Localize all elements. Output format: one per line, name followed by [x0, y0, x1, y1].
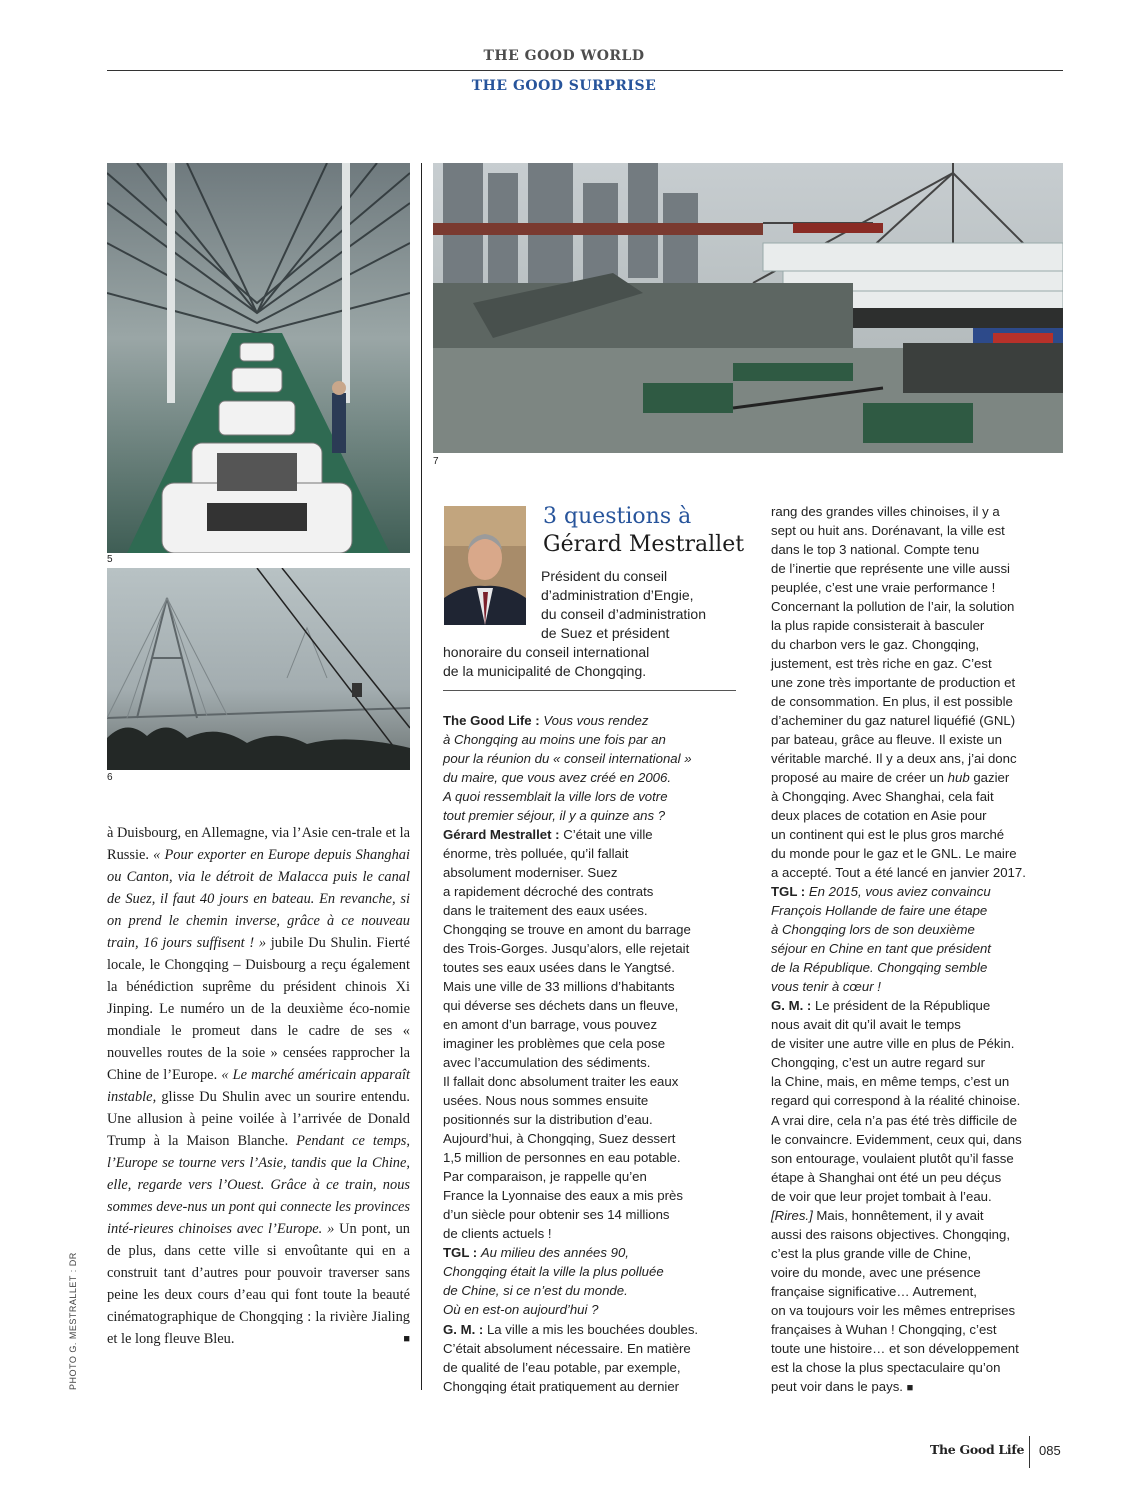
interview-line	[443, 844, 743, 863]
interview-text: des Trois-Gorges. Jusqu’alors, elle rejetait	[443, 941, 690, 957]
subsection-title: THE GOOD SURPRISE	[471, 78, 657, 94]
interview-text: c’est la plus grande ville de Chine,	[771, 1245, 972, 1261]
interview-line	[443, 901, 743, 920]
interview-text: En 2015, vous aviez convaincu	[808, 884, 991, 900]
interview-text: de la République. Chongqing semble	[771, 960, 988, 976]
interview-text: Concernant la pollution de l’air, la solution	[771, 599, 1015, 615]
interview-line	[771, 597, 1071, 616]
interview-line	[443, 768, 743, 787]
interview-text: hub	[947, 770, 970, 786]
interview-text: d’un siècle pour obtenir ses 14 millions	[443, 1207, 670, 1223]
interview-line	[771, 1168, 1071, 1187]
interview-text: 1,5 million de personnes en eau potable.	[443, 1150, 681, 1166]
interview-line	[771, 1358, 1071, 1377]
interview-line	[771, 1301, 1071, 1320]
interview-text: C’était absolument nécessaire. En matière	[443, 1340, 691, 1356]
interview-line	[443, 1205, 743, 1224]
interview-text: regard qui correspond à la réalité chinoise.	[771, 1093, 1021, 1109]
interview-line	[771, 1263, 1071, 1282]
interview-text: La ville a mis les bouchées doubles.	[486, 1321, 699, 1337]
bio-line: honoraire du conseil international	[443, 644, 650, 660]
interview-line	[771, 996, 1071, 1015]
interview-line	[443, 977, 743, 996]
interview-text: toutes ses eaux usées dans le Yangtsé.	[443, 960, 675, 976]
photo-caption-6: 6	[107, 772, 113, 783]
interview-text: séjour en Chine en tant que président	[771, 941, 991, 957]
interview-text: vous tenir à cœur !	[771, 979, 881, 995]
interview-line	[771, 635, 1071, 654]
article-text: à Duisbourg, en Allemagne, via l’Asie cen-trale et la Russie.	[107, 825, 410, 863]
interview-divider	[443, 690, 736, 691]
bio-line: de la municipalité de Chongqing.	[443, 663, 647, 679]
interview-line	[443, 920, 743, 939]
interview-line	[771, 540, 1071, 559]
bio-line: du conseil d’administration	[541, 606, 706, 622]
interview-line	[771, 1130, 1071, 1149]
interview-text: tout premier séjour, il y a quinze ans ?	[443, 808, 666, 824]
article-text: Un pont, un de plus, dans cette ville si envoûtante qui en a construit tant d’autres pour pouvoir traverser sans peine les deux cours d’eau qui font toute la beauté cinématographique de Chongqing : la rivière Jialing et le long fleuve Bleu.	[107, 1221, 410, 1347]
interview-text: A vrai dire, cela n’a pas été très difficile de	[771, 1112, 1018, 1128]
article-text: « Le marché américain apparaît instable,	[107, 1067, 410, 1105]
interview-line	[771, 920, 1071, 939]
interview-column-right	[771, 502, 1071, 1398]
photo-foggy-bridge	[107, 568, 410, 770]
interview-text: François Hollande de faire une étape	[771, 903, 988, 919]
interview-line	[443, 1129, 743, 1148]
interview-line	[443, 1262, 743, 1281]
interview-text: nous avait dit qu’il avait le temps	[771, 1017, 961, 1033]
interview-line	[443, 958, 743, 977]
interview-text: du charbon vers le gaz. Chongqing,	[771, 637, 980, 653]
interview-line	[443, 1091, 743, 1110]
interview-line	[771, 844, 1071, 863]
interview-line	[771, 901, 1071, 920]
interview-title-line1: 3 questions à	[543, 504, 692, 529]
interview-text: Vous vous rendez	[543, 713, 649, 728]
interview-text: de visiter une autre ville en plus de Pékin.	[771, 1036, 1015, 1052]
interview-line	[771, 711, 1071, 730]
speaker-label: G. M. :	[443, 1321, 487, 1337]
speaker-label: Gérard Mestrallet :	[443, 827, 564, 843]
end-mark: ■	[403, 1333, 410, 1345]
interview-text: proposé au maire de créer un	[771, 770, 948, 786]
photo-river-port	[433, 163, 1063, 453]
interview-text: on va toujours voir les mêmes entreprises	[771, 1302, 1016, 1318]
footer-divider	[1029, 1436, 1030, 1468]
interview-text: à Chongqing lors de son deuxième	[771, 922, 975, 938]
interview-line	[443, 1377, 743, 1396]
interview-line	[771, 1282, 1071, 1301]
article-text: « Pour exporter en Europe depuis Shanghai ou Canton, via le détroit de Malacca puis le canal de Suez, il faut 40 jours en bateau. En revanche, si on prend le chemin inverse, grâce à ce nouveau train, 16 jours suffisent ! »	[107, 847, 411, 951]
photo-car-assembly-line	[107, 163, 410, 553]
interview-line	[443, 749, 743, 768]
article-column	[107, 822, 410, 1350]
interview-text: A quoi ressemblait la ville lors de votre	[443, 789, 668, 805]
interview-text: avec l’accumulation des sédiments.	[443, 1055, 651, 1071]
interview-text: de l’inertie que représente une ville aussi	[771, 561, 1010, 577]
interview-line	[771, 1015, 1071, 1034]
interview-text: françaises à Wuhan ! Chongqing, c’est	[771, 1321, 997, 1337]
interview-line	[771, 939, 1071, 958]
article-text: glisse Du Shulin avec un sourire entendu. Une allusion à peine voilée à l’arrivée de Donald Trump à la Maison Blanche.	[107, 1089, 410, 1149]
interview-text: deux places de cotation en Asie pour	[771, 808, 987, 824]
interview-line	[771, 825, 1071, 844]
interview-text: de clients actuels !	[443, 1226, 552, 1242]
interview-line	[771, 673, 1071, 692]
interview-line	[771, 863, 1071, 882]
interview-text: véritable marché. Il y a deux ans, j’ai donc	[771, 751, 1017, 767]
interview-text: Au milieu des années 90,	[480, 1245, 629, 1261]
interview-line	[771, 749, 1071, 768]
interview-text: dans le top 3 national. Compte tenu	[771, 542, 980, 558]
interview-line	[771, 1111, 1071, 1130]
interview-title-line2: Gérard Mestrallet	[543, 532, 745, 557]
interview-line	[443, 1339, 743, 1358]
interview-line	[771, 977, 1071, 996]
interview-line	[443, 1281, 743, 1300]
interview-line	[443, 1186, 743, 1205]
interview-text: énorme, très polluée, qu’il fallait	[443, 846, 629, 862]
interview-line	[443, 1243, 743, 1262]
interview-line	[443, 1320, 743, 1339]
interview-text: son entourage, voulaient plutôt qu’il fasse	[771, 1150, 1014, 1166]
interview-text: de Chine, si ce n’est du monde.	[443, 1283, 628, 1299]
interview-text: positionnés sur la distribution d’eau.	[443, 1112, 653, 1128]
interview-line	[443, 939, 743, 958]
interview-line	[771, 1244, 1071, 1263]
speaker-label: G. M. :	[771, 998, 815, 1014]
interview-text: de voir que leur projet tombait à l’eau.	[771, 1188, 992, 1204]
interview-text: [Rires.]	[771, 1207, 813, 1223]
interview-text: la plus rapide consisterait à basculer	[771, 618, 985, 634]
interview-text: en amont d’un barrage, vous pouvez	[443, 1017, 658, 1033]
interview-text: dans le traitement des eaux usées.	[443, 903, 648, 919]
interview-text: Où en est-on aujourd’hui ?	[443, 1302, 599, 1318]
interview-line	[771, 1053, 1071, 1072]
interview-text: peut voir dans le pays.	[771, 1378, 907, 1394]
interview-line	[771, 1072, 1071, 1091]
interview-line	[443, 825, 743, 844]
interview-text: est la chose la plus spectaculaire qu’on	[771, 1359, 1001, 1375]
interview-bio	[443, 567, 743, 681]
interview-line	[771, 654, 1071, 673]
interview-line	[443, 1300, 743, 1319]
interview-text: Chongqing, c’est un autre regard sur	[771, 1055, 986, 1071]
interview-text: un continent qui est le plus gros marché	[771, 827, 1005, 843]
interview-text: peuplée, c’est une vraie performance !	[771, 580, 996, 596]
interview-text: le convaincre. Evidemment, ceux qui, dans	[771, 1131, 1022, 1147]
interview-column-left	[443, 711, 743, 1396]
bio-line: d’administration d’Engie,	[541, 587, 694, 603]
interview-text: d’acheminer du gaz naturel liquéfié (GNL)	[771, 713, 1016, 729]
bio-line: Président du conseil	[541, 568, 668, 584]
speaker-label: TGL :	[443, 1245, 481, 1261]
interview-line	[771, 787, 1071, 806]
interview-text: Aujourd’hui, à Chongqing, Suez dessert	[443, 1131, 676, 1147]
interview-line	[443, 1053, 743, 1072]
interview-line	[443, 996, 743, 1015]
interview-text: Chongqing était pratiquement au dernier	[443, 1378, 680, 1394]
interview-text: France la Lyonnaise des eaux a mis près	[443, 1188, 683, 1204]
interview-text: française significative… Autrement,	[771, 1283, 977, 1299]
interview-line	[771, 502, 1071, 521]
page-number: 085	[1039, 1443, 1061, 1458]
photo-caption-7: 7	[433, 456, 439, 467]
interview-text: Le président de la République	[814, 998, 991, 1014]
interview-line	[771, 1339, 1071, 1358]
interview-text: a rapidement décroché des contrats	[443, 884, 654, 900]
interview-line	[771, 616, 1071, 635]
interview-line	[443, 806, 743, 825]
interview-text: imaginer les problèmes que cela pose	[443, 1036, 666, 1052]
interview-text: sept ou huit ans. Dorénavant, la ville est	[771, 523, 1005, 539]
interview-line	[771, 1377, 1071, 1398]
interview-line	[443, 1072, 743, 1091]
column-divider	[421, 163, 422, 1390]
interview-line	[443, 1167, 743, 1186]
interview-text: à Chongqing. Avec Shanghai, cela fait	[771, 789, 994, 805]
interview-line	[771, 882, 1071, 901]
interview-text: a accepté. Tout a été lancé en janvier 2017.	[771, 865, 1026, 881]
interview-text: par bateau, grâce au fleuve. Il existe un	[771, 732, 1002, 748]
interview-text: du monde pour le gaz et le GNL. Le maire	[771, 846, 1017, 862]
interview-text: Chongqing se trouve en amont du barrage	[443, 922, 691, 938]
interview-text: usées. Nous nous sommes ensuite	[443, 1093, 649, 1109]
interview-text: pour la réunion du « conseil international »	[443, 751, 692, 767]
interview-line	[443, 730, 743, 749]
photo-caption-5: 5	[107, 554, 113, 565]
interview-text: absolument moderniser. Suez	[443, 865, 618, 881]
interview-text: une zone très importante de production et	[771, 675, 1016, 691]
interview-line	[771, 578, 1071, 597]
interview-line	[771, 806, 1071, 825]
interview-text: qui déverse ses déchets dans un fleuve,	[443, 998, 679, 1014]
interview-line	[443, 1015, 743, 1034]
interview-text: gazier	[969, 770, 1010, 786]
header-divider	[107, 70, 1063, 71]
interview-line	[443, 1148, 743, 1167]
interview-text: Il fallait donc absolument traiter les eaux	[443, 1074, 679, 1090]
interview-text: rang des grandes villes chinoises, il y a	[771, 504, 1000, 519]
interview-line	[771, 1091, 1071, 1110]
section-title: THE GOOD WORLD	[483, 48, 645, 64]
interview-line	[771, 1149, 1071, 1168]
interview-line	[443, 711, 743, 730]
article-text: Pendant ce temps, l’Europe se tourne vers l’Asie, tandis que la Chine, elle, regarde vers l’Ouest. Grâce à ce train, nous sommes deve-nus un pont qui connecte les provinces inté-rieures chinoises avec l’Europe. »	[107, 1133, 410, 1237]
article-text: jubile Du Shulin. Fierté locale, le Chongqing – Duisbourg a reçu également la bénédiction suprême du président chinois Xi Jinping. Le numéro un de la deuxième éco-nomie mondiale le promeut dans le cadre de ses « nouvelles routes de la soie » censées rapprocher la Chine de l’Europe.	[107, 935, 410, 1083]
interview-line	[443, 787, 743, 806]
interview-text: de consommation. En plus, il est possible	[771, 694, 1013, 710]
interview-text: C’était une ville	[563, 827, 653, 843]
interview-text: étape à Shanghai ont été un peu déçus	[771, 1169, 1002, 1185]
interview-text: Mais une ville de 33 millions d’habitants	[443, 979, 675, 995]
interview-line	[771, 958, 1071, 977]
interview-line	[771, 1187, 1071, 1206]
interview-line	[443, 1358, 743, 1377]
interview-line	[771, 768, 1071, 787]
interview-line	[443, 1110, 743, 1129]
interview-text: justement, est très riche en gaz. C’est	[771, 656, 992, 672]
interview-text: Mais, honnêtement, il y avait	[812, 1207, 984, 1223]
bio-line: de Suez et président	[541, 625, 670, 641]
interview-text: toute une histoire… et son développement	[771, 1340, 1019, 1356]
interview-text: voire du monde, avec une présence	[771, 1264, 981, 1280]
interview-text: de qualité de l’eau potable, par exemple,	[443, 1359, 681, 1375]
interview-title	[543, 503, 744, 559]
interview-text: à Chongqing au moins une fois par an	[443, 732, 666, 748]
interview-line	[771, 1320, 1071, 1339]
photo-credit: PHOTO G. MESTRALLET : DR	[68, 1252, 78, 1390]
interview-line	[443, 863, 743, 882]
interview-line	[771, 1034, 1071, 1053]
speaker-label: The Good Life :	[443, 713, 544, 728]
interview-line	[443, 1224, 743, 1243]
interview-line	[443, 1034, 743, 1053]
interview-text: du maire, que vous avez créé en 2006.	[443, 770, 671, 786]
interview-line	[771, 559, 1071, 578]
interview-text: aussi des raisons objectives. Chongqing,	[771, 1226, 1010, 1242]
interview-text: ■	[906, 1381, 914, 1394]
interview-line	[771, 692, 1071, 711]
interview-text: Par comparaison, je rappelle qu’en	[443, 1169, 647, 1185]
interview-line	[443, 882, 743, 901]
interview-line	[771, 521, 1071, 540]
speaker-label: TGL :	[771, 884, 809, 900]
magazine-logo: The Good Life	[930, 1442, 1025, 1457]
interview-line	[771, 1206, 1071, 1225]
interview-line	[771, 730, 1071, 749]
interview-line	[771, 1225, 1071, 1244]
interview-text: la Chine, mais, en même temps, c’est un	[771, 1074, 1010, 1090]
interview-text: Chongqing était la ville la plus polluée	[443, 1264, 664, 1280]
